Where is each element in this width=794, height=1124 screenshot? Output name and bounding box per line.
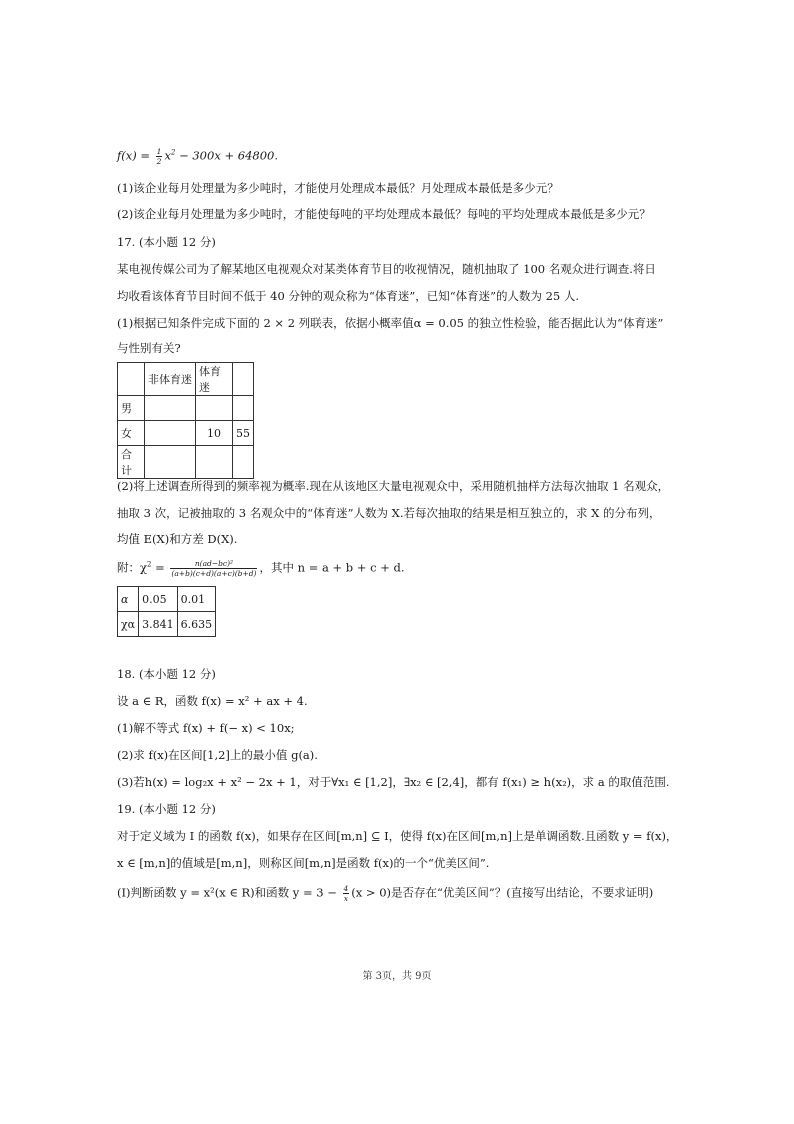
- table-row-label: 男: [118, 396, 145, 421]
- table-row: [118, 446, 254, 479]
- table-cell: [145, 421, 196, 446]
- table-cell: [233, 363, 254, 396]
- table-cell: [145, 446, 196, 479]
- table-cell: [233, 446, 254, 479]
- table-row: [118, 587, 216, 612]
- q16-part2: (2)该企业每月处理量为多少吨时，才能使每吨的平均处理成本最低？每吨的平均处理成本最低是多少元？: [117, 207, 651, 221]
- table-row-label: 女: [118, 421, 145, 446]
- q17-part1-line1: (1)根据已知条件完成下面的 2 × 2 列联表，依据小概率值α = 0.05 的独立性检验，能否据此认为“体育迷”: [117, 316, 664, 330]
- q17-part2-line1: (2)将上述调查所得到的频率视为概率.现在从该地区大量电视观众中，采用随机抽样方法每次抽取 1 名观众，: [117, 479, 670, 493]
- cost-function-formula: f(x) = $\frac{1}{2}$ $x^2 - 300x + 64800$.: [117, 147, 278, 166]
- table-cell: [196, 446, 233, 479]
- page-footer: 第 3页，共 9页: [362, 971, 432, 982]
- table-cell: 0.05: [139, 587, 178, 612]
- table-row: [118, 396, 254, 421]
- table-header-cell: 体育迷: [196, 363, 233, 396]
- table-cell: [233, 396, 254, 421]
- table-cell: [118, 363, 145, 396]
- q16-part1: (1)该企业每月处理量为多少吨时，才能使月处理成本最低？月处理成本最低是多少元？: [117, 181, 559, 195]
- q19-definition-line1: 对于定义域为 I 的函数 f(x)，如果存在区间[m,n] ⊆ I，使得 f(x)在区间[m,n]上是单调函数.且函数 y = f(x)，: [117, 829, 678, 843]
- chi-square-fraction: $\frac{\text{n(ad−bc)²}}{(a+b)(c+d)(a+c)(b+d)}$: [171, 559, 257, 578]
- q18-part2: (2)求 f(x)在区间[1,2]上的最小值 g(a).: [117, 748, 318, 762]
- table-row-label: χα: [118, 612, 139, 637]
- table-header-row: [118, 363, 254, 396]
- table-cell: 3.841: [139, 612, 178, 637]
- table-cell: 10: [196, 421, 233, 446]
- q19-definition-line2: x ∈ [m,n]的值域是[m,n]，则称区间[m,n]是函数 f(x)的一个“优美区间”.: [117, 856, 490, 870]
- table-row: [118, 421, 254, 446]
- table-cell: [196, 396, 233, 421]
- table-row-label: α: [118, 587, 139, 612]
- chi-square-formula: 附：$\chi^2$ = $\frac{\text{n(ad−bc)²}}{(a+b)(c+d)(a+c)(b+d)}$ ，其中 n = a + b + c + d.: [117, 559, 405, 578]
- q17-part2-line2: 抽取 3 次，记被抽取的 3 名观众中的“体育迷”人数为 X.若每次抽取的结果是相互独立的，求 X 的分布列，: [117, 506, 661, 520]
- q17-part1-line2: 与性别有关?: [117, 341, 181, 355]
- q18-part1: (1)解不等式 f(x) + f(− x) < 10x;: [117, 721, 295, 735]
- q18-part3: (3)若h(x) = log₂x + x² − 2x + 1，对于∀x₁ ∈ [1,2]，∃x₂ ∈ [2,4]，都有 f(x₁) ≥ h(x₂)，求 a 的取值范围.: [117, 775, 670, 789]
- fraction-four-over-x: $\frac{4}{x}$: [343, 884, 349, 903]
- q17-intro-line1: 某电视传媒公司为了解某地区电视观众对某类体育节目的收视情况，随机抽取了 100 名观众进行调查.将日: [117, 262, 656, 276]
- q18-setup: 设 a ∈ R，函数 f(x) = x² + ax + 4.: [117, 694, 308, 708]
- contingency-table: [117, 362, 254, 479]
- q19-header: 19. (本小题 12 分): [117, 802, 216, 816]
- q17-part2-line3: 均值 E(X)和方差 D(X).: [117, 532, 238, 546]
- q17-intro-line2: 均收看该体育节目时间不低于 40 分钟的观众称为“体育迷”，已知“体育迷”的人数为 25 人.: [117, 289, 580, 303]
- table-row: [118, 612, 216, 637]
- critical-value-table: [117, 586, 216, 637]
- table-row-label: 合计: [118, 446, 145, 479]
- fraction-half: $\frac{1}{2}$: [156, 147, 162, 166]
- q18-header: 18. (本小题 12 分): [117, 667, 216, 681]
- table-header-cell: 非体育迷: [145, 363, 196, 396]
- table-cell: 0.01: [177, 587, 216, 612]
- q19-part1: (Ⅰ)判断函数 y = x²(x ∈ R)和函数 y = 3 − $\frac{4}{x}$ (x > 0)是否存在“优美区间”？(直接写出结论，不要求证明): [117, 884, 654, 903]
- table-cell: 55: [233, 421, 254, 446]
- q17-header: 17. (本小题 12 分): [117, 235, 216, 249]
- table-cell: [145, 396, 196, 421]
- table-cell: 6.635: [177, 612, 216, 637]
